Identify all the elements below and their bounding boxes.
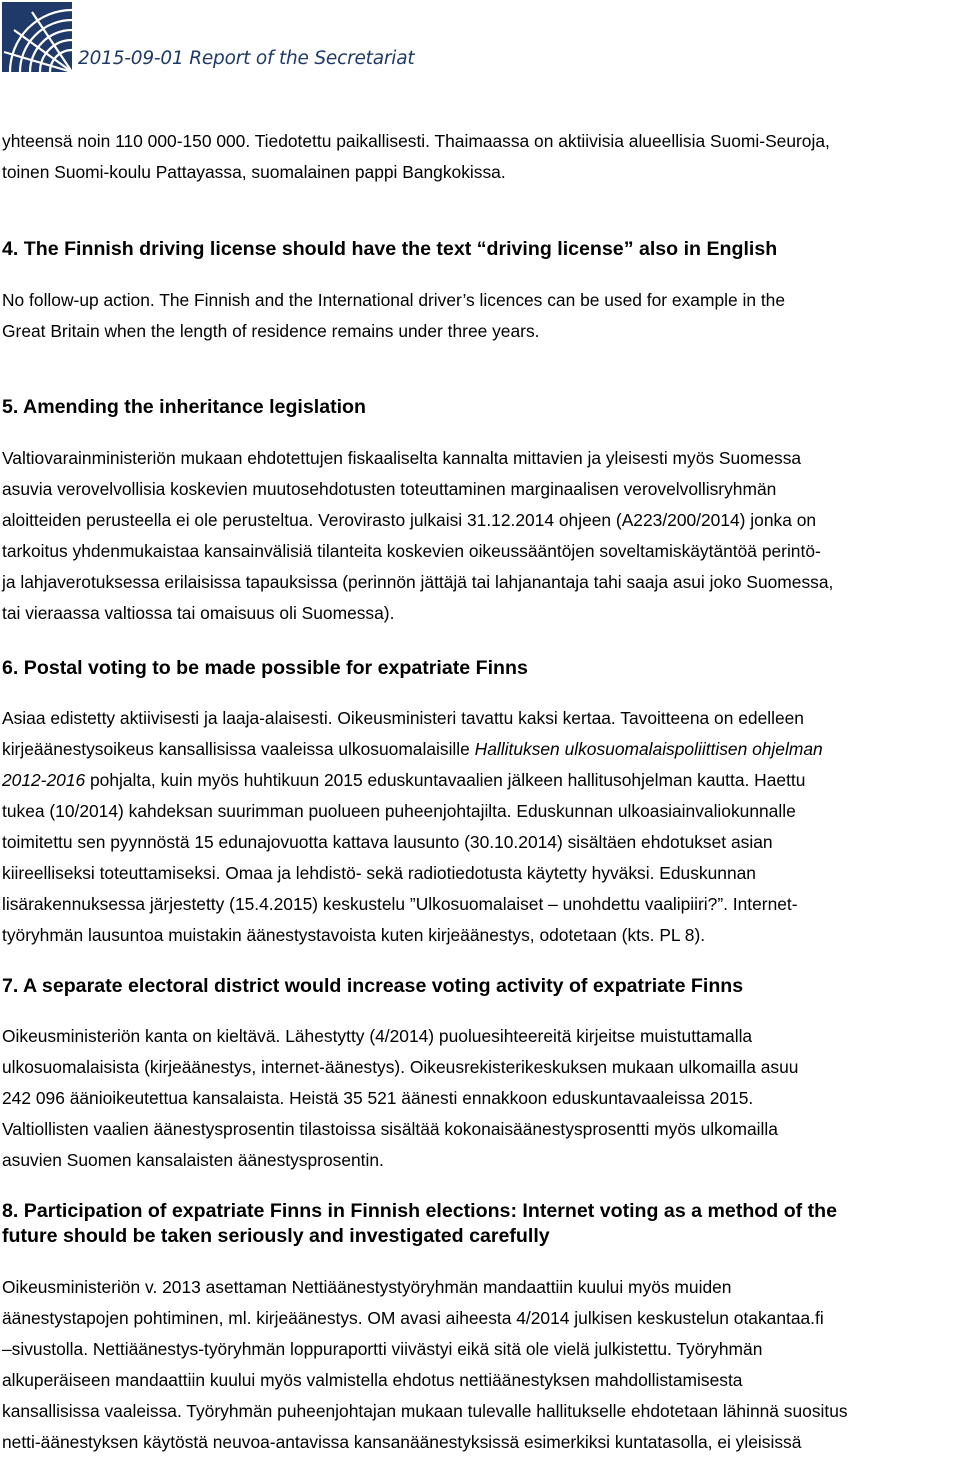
text-line: kansallisissa vaaleissa. Työryhmän puheenjohtajan mukaan tulevalle hallitukselle ehdotetaan lähinnä suositus	[2, 1401, 848, 1421]
program-title-italic: Hallituksen ulkosuomalaispoliittisen ohjelman	[474, 739, 823, 759]
text-line: No follow-up action. The Finnish and the International driver’s licences can be used for example in the	[2, 290, 786, 310]
text-line: tarkoitus yhdenmukaistaa kansainvälisiä tilanteita koskevien oikeussääntöjen soveltamiskäytäntöä perintö-	[2, 541, 821, 561]
text-line: Asiaa edistetty aktiivisesti ja laaja-alaisesti. Oikeusministeri tavattu kaksi kertaa. Tavoitteena on edelleen	[2, 708, 804, 728]
text-line: aloitteiden perusteella ei ole perusteltua. Verovirasto julkaisi 31.12.2014 ohjeen (A223/200/2014) jonka on	[2, 510, 817, 530]
text-line: tukea (10/2014) kahdeksan suurimman puolueen puheenjohtajilta. Eduskunnan ulkoasiainvaliokunnalle	[2, 801, 796, 821]
parliament-logo-icon	[2, 2, 72, 72]
text-line: alkuperäiseen mandaattiin kuului myös valmistella ehdotus nettiäänestyksen mahdollistamisesta	[2, 1370, 743, 1390]
text-line: kiireelliseksi toteuttamiseksi. Omaa ja lehdistö- sekä radiotiedotusta käytetty hyväksi. Eduskunnan	[2, 863, 756, 883]
text-line: tai vieraassa valtiossa tai omaisuus oli Suomessa).	[2, 603, 395, 623]
text-line: netti-äänestyksen käytöstä neuvoa-antavissa kansanäänestyksissä esimerkiksi kuntatasolla, ei yleisissä	[2, 1432, 802, 1452]
text-line: äänestystapojen pohtiminen, ml. kirjeäänestys. OM avasi aiheesta 4/2014 julkisen keskustelun otakantaa.fi	[2, 1308, 824, 1328]
text-line: asuvien Suomen kansalaisten äänestysprosentin.	[2, 1150, 384, 1170]
text-line: –sivustolla. Nettiäänestys-työryhmän loppuraportti viivästyi eikä sitä ole vielä julkistettu. Työryhmän	[2, 1339, 763, 1359]
section-5-body	[2, 443, 957, 629]
heading-line: 8. Participation of expatriate Finns in Finnish elections: Internet voting as a method of the	[2, 1200, 838, 1222]
section-8-heading	[2, 1199, 957, 1249]
header-title: 2015-09-01 Report of the Secretariat	[78, 48, 415, 69]
text-line: toinen Suomi-koulu Pattayassa, suomalainen pappi Bangkokissa.	[2, 162, 506, 182]
text-line: Valtiovarainministeriön mukaan ehdotettujen fiskaaliselta kannalta mittavien ja yleisesti myös Suomessa	[2, 448, 802, 468]
section-6-heading: 6. Postal voting to be made possible for expatriate Finns	[2, 657, 528, 679]
text-line: Oikeusministeriön v. 2013 asettaman Nettiäänestystyöryhmän mandaattiin kuului myös muiden	[2, 1277, 732, 1297]
text-line	[2, 765, 957, 796]
text-segment: kirjeäänestysoikeus kansallisissa vaaleissa ulkosuomalaisille	[2, 739, 475, 759]
heading-line: future should be taken seriously and investigated carefully	[2, 1225, 550, 1247]
text-line: Oikeusministeriön kanta on kieltävä. Lähestytty (4/2014) puoluesihteereitä kirjeitse muistuttamalla	[2, 1026, 753, 1046]
text-line: työryhmän lausuntoa muistakin äänestystavoista kuten kirjeäänestys, odotetaan (kts. PL 8).	[2, 925, 706, 945]
section-7-body	[2, 1021, 957, 1176]
section-7-heading: 7. A separate electoral district would increase voting activity of expatriate Finns	[2, 975, 744, 997]
text-line: 242 096 äänioikeutettua kansalaista. Heistä 35 521 äänesti ennakkoon eduskuntavaaleissa 2015.	[2, 1088, 754, 1108]
text-line: Great Britain when the length of residence remains under three years.	[2, 321, 540, 341]
continuation-paragraph	[2, 126, 957, 188]
text-line: asuvia verovelvollisia koskevien muutosehdotusten toteuttaminen marginaalisen verovelvollisryhmän	[2, 479, 777, 499]
text-segment: pohjalta, kuin myös huhtikuun 2015 eduskuntavaalien jälkeen hallitusohjelman kautta. Haettu	[85, 770, 806, 790]
section-8-body	[2, 1272, 957, 1458]
text-line: ulkosuomalaisista (kirjeäänestys, internet-äänestys). Oikeusrekisterikeskuksen mukaan ulkomailla asuu	[2, 1057, 799, 1077]
section-4-heading: 4. The Finnish driving license should have the text “driving license” also in English	[2, 238, 778, 260]
text-line: lisärakennuksessa järjestetty (15.4.2015) keskustelu ”Ulkosuomalaiset – unohdettu vaalipiiri?”. Internet-	[2, 894, 798, 914]
text-line: Valtiollisten vaalien äänestysprosentin tilastoissa sisältää kokonaisäänestysprosentti myös ulkomailla	[2, 1119, 778, 1139]
section-5-heading: 5. Amending the inheritance legislation	[2, 396, 366, 418]
section-4-body	[2, 285, 957, 347]
text-line: yhteensä noin 110 000-150 000. Tiedotettu paikallisesti. Thaimaassa on aktiivisia alueellisia Suomi-Seuroja,	[2, 131, 830, 151]
text-line	[2, 734, 957, 765]
text-line: ja lahjaverotuksessa erilaisissa tapauksissa (perinnön jättäjä tai lahjanantaja tahi saaja asui joko Suomessa,	[2, 572, 834, 592]
program-years-italic: 2012-2016	[2, 770, 86, 790]
section-6-body	[2, 703, 957, 951]
text-line: toimitettu sen pyynnöstä 15 edunajovuotta kattava lausunto (30.10.2014) sisältäen ehdotukset asian	[2, 832, 773, 852]
